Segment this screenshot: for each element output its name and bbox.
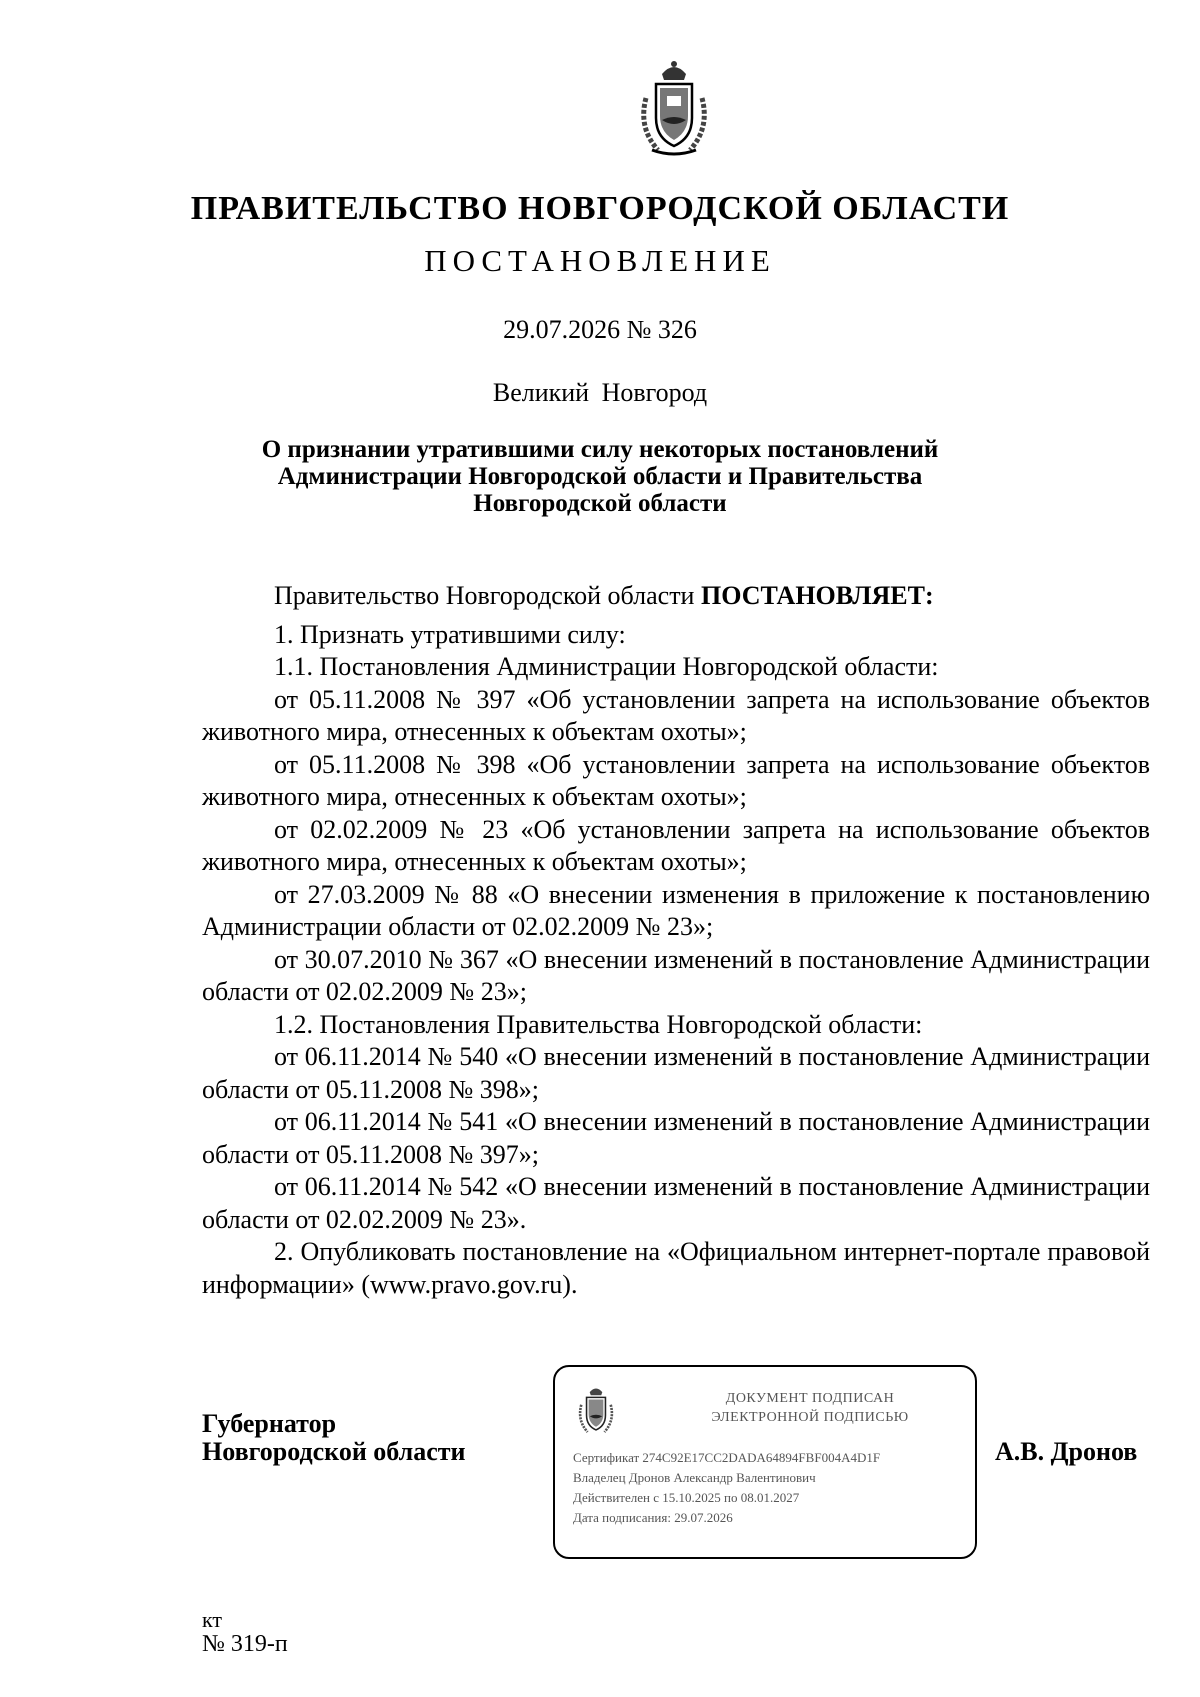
doc-number-label: № xyxy=(626,315,652,344)
esign-header-line-1: ДОКУМЕНТ ПОДПИСАН xyxy=(725,1391,895,1406)
paragraph: от 05.11.2008 № 397 «Об установлении запрета на использование объектов животного мира, отнесенных к объектам охоты»; xyxy=(202,684,1150,746)
paragraph: от 06.11.2014 № 540 «О внесении изменений в постановление Администрации области от 05.11.2008 № 398»; xyxy=(202,1042,1150,1104)
doc-date: 29.07.2026 xyxy=(503,315,621,344)
doc-type: ПОСТАНОВЛЕНИЕ xyxy=(424,243,776,278)
doc-number-line xyxy=(0,315,1200,345)
subject-line-2: Администрации Новгородской области и Правительства xyxy=(277,463,923,490)
footer xyxy=(202,1608,288,1656)
doc-number: 326 xyxy=(657,315,697,344)
registration-number: № 319-п xyxy=(202,1631,288,1657)
intro-paragraph xyxy=(202,580,1150,613)
paragraph: от 06.11.2014 № 541 «О внесении изменений в постановление Администрации области от 05.11.2008 № 397»; xyxy=(202,1107,1150,1169)
signatory-position-line-2: Новгородской области xyxy=(202,1437,466,1466)
paragraph: от 30.07.2010 № 367 «О внесении изменений в постановление Администрации области от 02.02.2009 № 23»; xyxy=(202,944,1150,1006)
esign-sign-date: Дата подписания: 29.07.2026 xyxy=(573,1510,733,1525)
esign-certificate: Сертификат 274C92E17CC2DADA64894FBF004A4D1F xyxy=(573,1450,881,1465)
body-text xyxy=(202,580,1150,1301)
executor-initials: кт xyxy=(202,1607,223,1632)
subject-line-1: О признании утратившими силу некоторых постановлений xyxy=(261,436,939,463)
coat-of-arms-icon xyxy=(575,1383,617,1437)
esign-validity: Действителен с 15.10.2025 по 08.01.2027 xyxy=(573,1490,800,1505)
paragraph: от 27.03.2009 № 88 «О внесении изменения в приложение к постановлению Администрации области от 02.02.2009 № 23»; xyxy=(202,879,1150,941)
city: Великий Новгород xyxy=(492,378,708,407)
electronic-signature-stamp xyxy=(553,1365,977,1559)
paragraph: 1. Признать утратившими силу: xyxy=(274,619,626,649)
org-title: ПРАВИТЕЛЬСТВО НОВГОРОДСКОЙ ОБЛАСТИ xyxy=(190,190,1010,227)
paragraph: 1.2. Постановления Правительства Новгородской области: xyxy=(274,1009,923,1039)
paragraph: от 05.11.2008 № 398 «Об установлении запрета на использование объектов животного мира, отнесенных к объектам охоты»; xyxy=(202,749,1150,811)
paragraph: 1.1. Постановления Администрации Новгородской области: xyxy=(274,652,939,681)
paragraph: от 06.11.2014 № 542 «О внесении изменений в постановление Администрации области от 02.02.2009 № 23». xyxy=(202,1172,1150,1234)
coat-of-arms-icon xyxy=(634,58,714,158)
signatory-position-line-1: Губернатор xyxy=(202,1409,337,1438)
subject-line-3: Новгородской области xyxy=(473,490,727,517)
paragraph: 2. Опубликовать постановление на «Официальном интернет-портале правовой информации» (www.pravo.gov.ru). xyxy=(202,1237,1150,1299)
esign-details xyxy=(573,1448,880,1528)
signatory-name: А.В. Дронов xyxy=(995,1437,1138,1466)
intro-bold: ПОСТАНОВЛЯЕТ: xyxy=(700,581,934,610)
paragraph: от 02.02.2009 № 23 «Об установлении запрета на использование объектов животного мира, отнесенных к объектам охоты»; xyxy=(202,814,1150,876)
esign-header-line-2: ЭЛЕКТРОННОЙ ПОДПИСЬЮ xyxy=(711,1410,909,1425)
esign-owner: Владелец Дронов Александр Валентинович xyxy=(573,1470,816,1485)
doc-subject xyxy=(260,436,940,517)
signatory-position xyxy=(202,1410,466,1466)
esign-header xyxy=(655,1389,965,1427)
intro-text: Правительство Новгородской области xyxy=(274,581,701,610)
